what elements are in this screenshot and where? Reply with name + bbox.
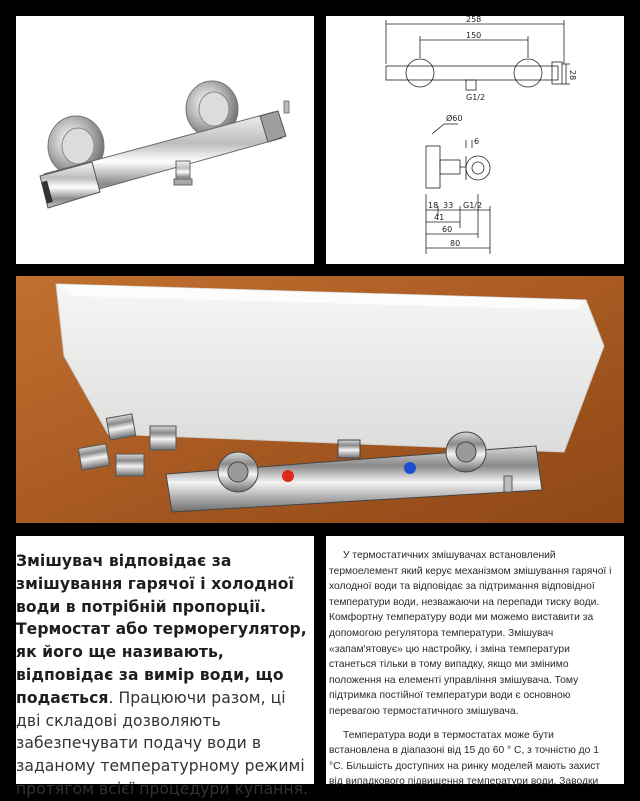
dim-thread-side: G1/2 bbox=[463, 201, 483, 210]
dim-total-width: 258 bbox=[466, 15, 482, 24]
packaging-photo-panel bbox=[16, 276, 624, 523]
product-box-photo bbox=[16, 276, 624, 523]
cold-indicator-dot bbox=[404, 462, 416, 474]
dim-center-distance: 150 bbox=[466, 31, 482, 40]
dim-33: 33 bbox=[443, 201, 454, 210]
description-paragraph-2: Температура води в термостатах може бути встановлена в діапазоні від 15 до 60 ° С, з точністю до 1 °С. Більшість доступних на ринку моделей мають захист від випадкового підвищення температури води. Заводки bbox=[329, 729, 601, 788]
lead-text-panel bbox=[16, 536, 314, 798]
product-image-panel bbox=[16, 16, 314, 264]
technical-drawing-panel bbox=[326, 16, 624, 264]
description-paragraph-1: У термостатичних змішувачах встановлений термоелемент який керує механізмом змішування гарячої і холодної води та відповідає за підтримання відповідної температури води, незважаючи на перепади тиску води. Комфортну температуру води ми можемо виставити за допомогою регулятора температури. Змішувач «запам'ятовує» цю настройку, і зміна температури станеться тільки в тому випадку, якщо ми змінимо положення на елементі управління змішувача. Тому підтримка постійної температури води є основною перевагою термостатичного змішувача. bbox=[329, 550, 612, 717]
lead-paragraph bbox=[16, 550, 314, 801]
dim-60: 60 bbox=[442, 225, 453, 234]
dim-80: 80 bbox=[450, 239, 461, 248]
lead-normal-text: . Працюючи разом, ці дві складові дозволяють забезпечувати подачу води в заданому температурному режимі протягом всієї процедури купання. bbox=[16, 688, 309, 798]
dim-height: 28 bbox=[568, 70, 577, 81]
description-text-panel bbox=[326, 536, 624, 788]
hot-indicator-dot bbox=[282, 470, 294, 482]
dim-41: 41 bbox=[434, 213, 445, 222]
dim-diameter: Ø60 bbox=[446, 114, 463, 123]
lead-bold-text: Змішувач відповідає за змішування гарячої і холодної води в потрібній пропорції. Термостат або терморегулятор, як його ще називають, відповідає за вимір води, що подається bbox=[16, 552, 307, 707]
dimension-drawing bbox=[326, 16, 624, 264]
dim-small: 6 bbox=[474, 137, 480, 146]
thermostatic-mixer-render bbox=[16, 16, 314, 264]
dim-18: 18 bbox=[428, 201, 439, 210]
dim-thread-top: G1/2 bbox=[466, 93, 486, 102]
